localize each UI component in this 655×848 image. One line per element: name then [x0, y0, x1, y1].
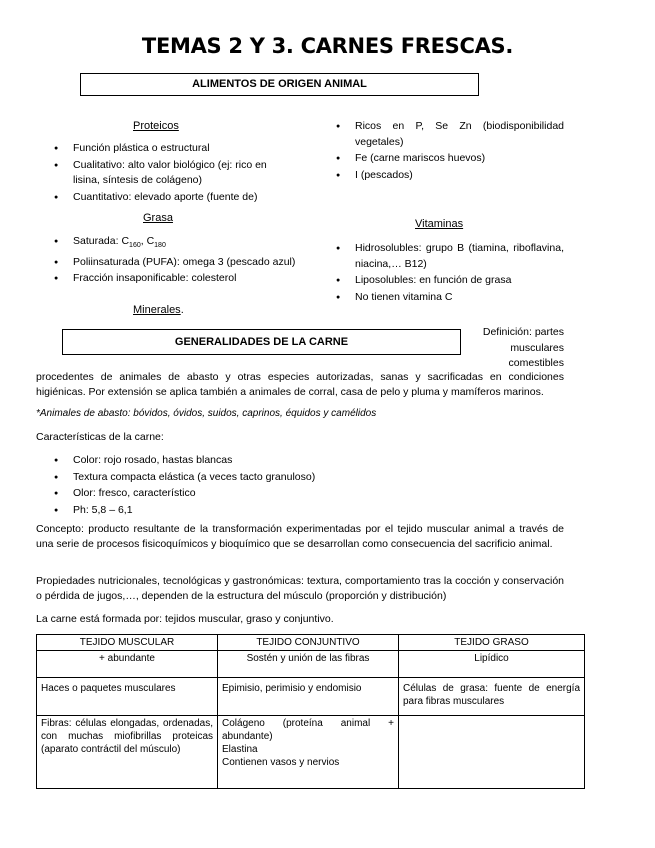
table-cell: Células de grasa: fuente de energía para fibras musculares	[399, 678, 585, 716]
list-item: ● I (pescados)	[318, 168, 564, 184]
list-item: ● Liposolubles: en función de grasa	[318, 273, 564, 289]
list-item: ● No tienen vitamina C	[318, 290, 564, 306]
table-cell: Fibras: células elongadas, ordenadas, con muchas miofibrillas proteicas (aparato contráctil del músculo)	[37, 716, 218, 789]
table-header: TEJIDO CONJUNTIVO	[218, 635, 399, 651]
subscript: 160	[129, 242, 141, 250]
list-item: ● Fe (carne mariscos huevos)	[318, 151, 564, 167]
table-cell	[218, 716, 399, 789]
list-item	[36, 234, 296, 254]
definicion-intro	[468, 325, 564, 372]
minerales-heading-wrap	[133, 304, 184, 316]
minerales-details-list	[318, 119, 564, 184]
proteicos-heading: Proteicos	[133, 120, 179, 132]
tejidos-table	[36, 634, 585, 789]
list-item: ● Color: rojo rosado, hastas blancas	[36, 453, 436, 469]
table-cell: Lipídico	[399, 651, 585, 678]
definicion-line: comestibles	[508, 357, 564, 369]
table-cell: + abundante	[37, 651, 218, 678]
caracteristicas-label: Características de la carne:	[36, 431, 164, 443]
table-row	[37, 651, 585, 678]
definicion-text: procedentes de animales de abasto y otras especies autorizadas, sanas y sacrificadas en condiciones higiénicas. Por extensión se aplica también a animales de corral, casa de pelo y pluma y mamíferos marinos.	[36, 371, 564, 398]
list-item: ● Poliinsaturada (PUFA): omega 3 (pescado azul)	[36, 255, 296, 271]
minerales-heading: Minerales	[133, 304, 181, 316]
list-item: ● Función plástica o estructural	[36, 141, 296, 157]
table-header: TEJIDO MUSCULAR	[37, 635, 218, 651]
table-cell: Haces o paquetes musculares	[37, 678, 218, 716]
minerales-suffix: .	[180, 304, 184, 316]
vitaminas-list	[318, 241, 564, 306]
table-cell: Sostén y unión de las fibras	[218, 651, 399, 678]
list-item: ● Olor: fresco, característico	[36, 486, 436, 502]
table-cell: Epimisio, perimisio y endomisio	[218, 678, 399, 716]
table-row	[37, 716, 585, 789]
cell-line: Contienen vasos y nervios	[222, 757, 340, 768]
table-cell	[399, 716, 585, 789]
subscript: 180	[154, 242, 166, 250]
list-item: ● Ph: 5,8 – 6,1	[36, 503, 436, 519]
definicion-line: Definición: partes	[482, 326, 564, 338]
list-item: ● Cualitativo: alto valor biológico (ej: rico en lisina, síntesis de colágeno)	[36, 158, 296, 189]
list-item: ● Hidrosolubles: grupo B (tiamina, riboflavina, niacina,… B12)	[318, 241, 564, 272]
list-item: ● Ricos en P, Se Zn (biodisponibilidad vegetales)	[318, 119, 564, 150]
list-item: ● Cuantitativo: elevado aporte (fuente de)	[36, 190, 296, 206]
cell-line: Colágeno (proteína animal + abundante)	[222, 718, 394, 742]
list-item: ● Textura compacta elástica (a veces tacto granuloso)	[36, 470, 436, 486]
table-row	[37, 678, 585, 716]
grasa-list	[36, 234, 296, 288]
section-box-generalidades: GENERALIDADES DE LA CARNE	[62, 329, 461, 355]
section-box-alimentos-origen-animal: ALIMENTOS DE ORIGEN ANIMAL	[80, 73, 479, 96]
vitaminas-heading: Vitaminas	[415, 218, 464, 230]
concepto-text: Concepto: producto resultante de la transformación experimentadas por el tejido muscular animal a través de una serie de procesos fisicoquímicos y bioquímico que se desarrollan como consecuencia del sacrificio animal.	[36, 523, 564, 550]
cell-line: Elastina	[222, 744, 258, 755]
page-title: TEMAS 2 Y 3. CARNES FRESCAS.	[141, 34, 514, 58]
list-item: ● Fracción insaponificable: colesterol	[36, 271, 296, 287]
grasa-heading: Grasa	[143, 212, 173, 224]
definicion-line: musculares	[510, 341, 564, 354]
abasto-note: *Animales de abasto: bóvidos, óvidos, suidos, caprinos, équidos y camélidos	[36, 408, 377, 419]
caracteristicas-list	[36, 453, 436, 519]
table-header: TEJIDO GRASO	[399, 635, 585, 651]
formada-text: La carne está formada por: tejidos muscular, graso y conjuntivo.	[36, 613, 334, 625]
grasa-saturada-text: Saturada: C	[73, 235, 130, 247]
proteicos-list	[36, 141, 296, 206]
grasa-saturada-sep: , C	[140, 235, 155, 247]
table-header-row	[37, 635, 585, 651]
propiedades-text: Propiedades nutricionales, tecnológicas y gastronómicas: textura, comportamiento tras la cocción y conservación o pérdida de jugos,…, dependen de la estructura del músculo (proporción y distribución)	[36, 575, 564, 602]
